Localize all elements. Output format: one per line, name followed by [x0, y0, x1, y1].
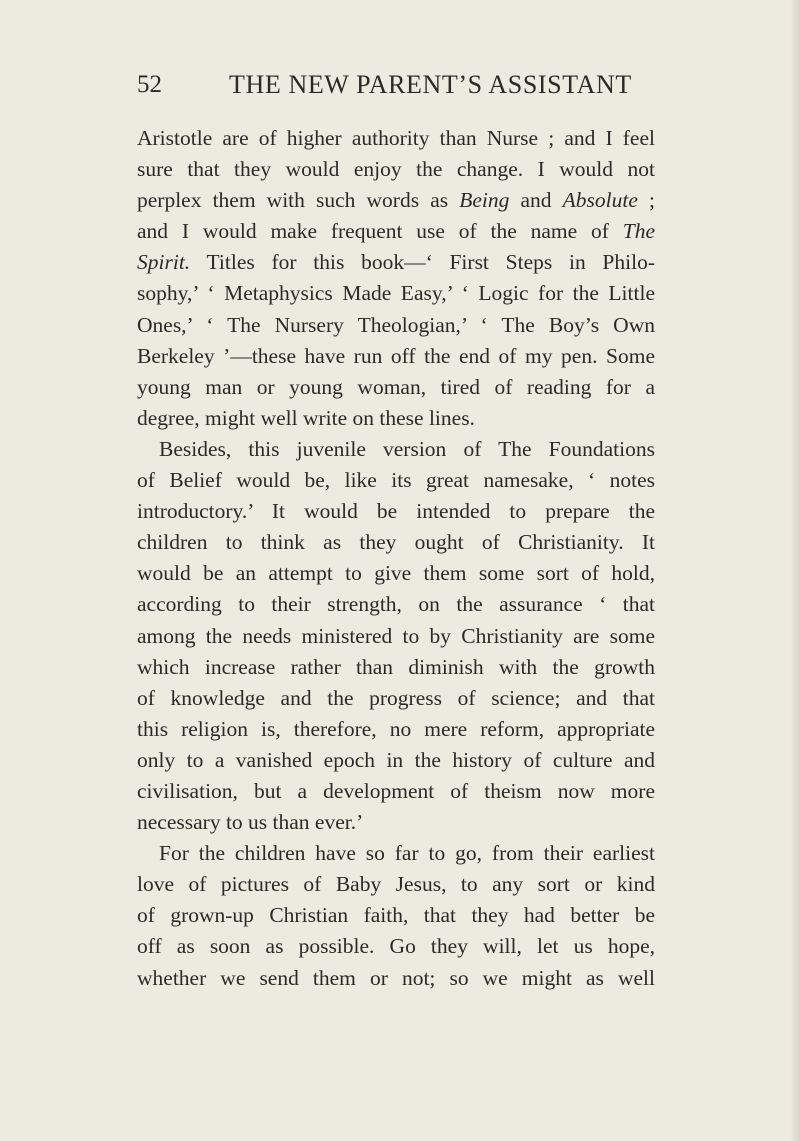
text-segment: and [509, 188, 563, 213]
text-line [137, 372, 655, 403]
text-line [137, 807, 655, 838]
text-segment: among the needs ministered to by Christianity are some [137, 623, 655, 648]
text-line [137, 838, 655, 869]
text-segment: which increase rather than diminish with the growth [137, 654, 655, 679]
text-line [137, 931, 655, 962]
text-segment: perplex them with such words as [137, 188, 460, 213]
text-line [137, 527, 655, 558]
text-line [137, 963, 655, 994]
italic-text: The [622, 219, 655, 244]
text-segment: sophy,’ ‘ Metaphysics Made Easy,’ ‘ Logic for the Little [137, 281, 655, 306]
text-line [137, 776, 655, 807]
text-line [137, 621, 655, 652]
text-line [137, 465, 655, 496]
page-number: 52 [137, 71, 162, 98]
text-segment: children to think as they ought of Christianity. It [137, 530, 655, 555]
text-line [137, 403, 655, 434]
text-segment: only to a vanished epoch in the history of culture and [137, 747, 655, 772]
text-segment: degree, might well write on these lines. [137, 405, 475, 430]
page-edge-shadow [790, 0, 800, 1141]
text-segment: ; [637, 188, 655, 213]
text-segment: would be an attempt to give them some sort of hold, [137, 561, 655, 586]
italic-text: Being [459, 188, 510, 213]
text-segment: love of pictures of Baby Jesus, to any sort or kind [137, 872, 655, 897]
text-segment: young man or young woman, tired of reading for a [137, 374, 655, 399]
text-segment: necessary to us than ever.’ [137, 810, 364, 835]
running-title: THE NEW PARENT’S ASSISTANT [229, 70, 632, 99]
text-segment: of knowledge and the progress of science; and that [137, 685, 655, 710]
text-line [137, 745, 655, 776]
text-segment: sure that they would enjoy the change. I would not [137, 157, 655, 182]
text-line [137, 310, 655, 341]
text-segment: Besides, this juvenile version of The Foundations [159, 436, 655, 461]
text-line [137, 589, 655, 620]
page-header [137, 70, 653, 110]
text-line [137, 900, 655, 931]
text-segment: Titles for this book—‘ First Steps in Philo- [190, 250, 655, 275]
text-line [137, 496, 655, 527]
text-line [137, 714, 655, 745]
text-segment: and I would make frequent use of the name of [137, 219, 623, 244]
text-segment: whether we send them or not; so we might as well [137, 965, 655, 990]
text-line [137, 341, 655, 372]
text-line [137, 123, 655, 154]
text-line [137, 154, 655, 185]
text-segment: Ones,’ ‘ The Nursery Theologian,’ ‘ The Boy’s Own [137, 312, 655, 337]
italic-text: Spirit. [137, 250, 191, 275]
text-segment: off as soon as possible. Go they will, let us hope, [137, 934, 655, 959]
text-line [137, 558, 655, 589]
text-segment: this religion is, therefore, no mere reform, appropriate [137, 716, 655, 741]
text-line [137, 247, 655, 278]
text-line [137, 683, 655, 714]
text-line [137, 216, 655, 247]
text-line [137, 434, 655, 465]
text-segment: introductory.’ It would be intended to prepare the [137, 499, 655, 524]
text-segment: civilisation, but a development of theism now more [137, 778, 655, 803]
text-line [137, 869, 655, 900]
text-line [137, 278, 655, 309]
text-segment: Berkeley ’—these have run off the end of my pen. Some [137, 343, 655, 368]
text-segment: of Belief would be, like its great namesake, ‘ notes [137, 468, 655, 493]
text-segment: For the children have so far to go, from their earliest [159, 841, 655, 866]
text-segment: of grown-up Christian faith, that they had better be [137, 903, 655, 928]
text-segment: according to their strength, on the assurance ‘ that [137, 592, 655, 617]
text-segment: Aristotle are of higher authority than Nurse ; and I feel [137, 126, 655, 150]
italic-text: Absolute [562, 188, 638, 213]
text-line [137, 185, 655, 216]
text-line [137, 652, 655, 683]
body-text [137, 123, 655, 994]
